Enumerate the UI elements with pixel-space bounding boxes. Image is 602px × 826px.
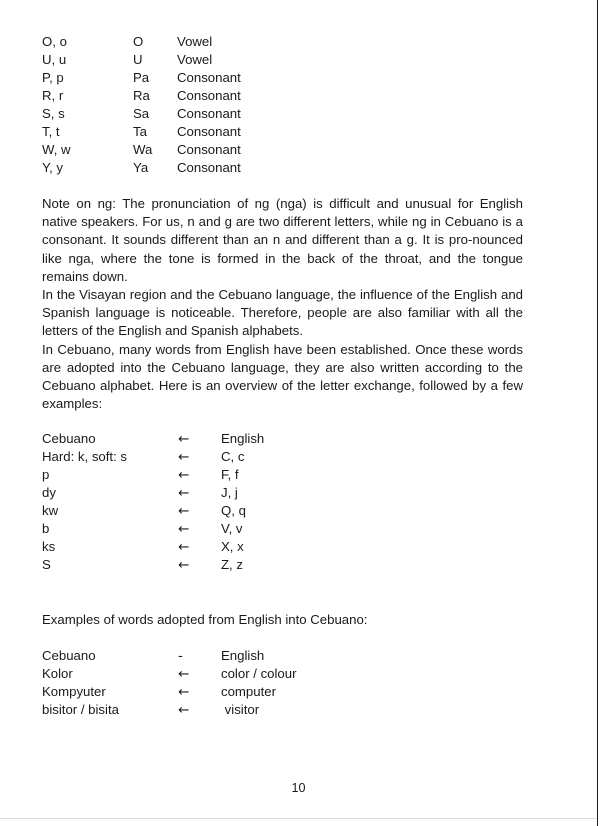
example-english-cell: English — [221, 648, 265, 664]
table-row — [42, 87, 241, 105]
exchange-english-cell: J, j — [221, 485, 238, 501]
letter-exchange-table-body — [42, 430, 264, 574]
left-arrow-icon: ← — [178, 684, 190, 701]
exchange-cebuano-cell: Hard: k, soft: s — [42, 449, 128, 465]
alphabet-letter-cell: U, u — [42, 52, 67, 67]
example-cebuano-cell: Kolor — [42, 666, 73, 682]
examples-heading: Examples of words adopted from English into Cebuano: — [42, 612, 368, 628]
table-row — [42, 448, 264, 466]
exchange-cebuano-cell: ks — [42, 539, 56, 555]
page-content — [42, 33, 522, 719]
alphabet-letter-cell: Y, y — [42, 160, 64, 175]
note-on-ng-paragraph: Note on ng: The pronunciation of ng (nga) is difficult and unusual for English native speakers. For us, n and g are two different letters, while ng in Cebuano is a consonant. It sounds different than an n and different than a g. It is pro-nounced like nga, where the tone is formed in the back of the throat, and the tongue remains down. — [42, 196, 523, 284]
alphabet-table-body — [42, 33, 241, 177]
alphabet-table — [42, 33, 241, 177]
page-right-border — [597, 0, 598, 826]
example-english-cell: color / colour — [221, 666, 297, 682]
alphabet-syllable-cell: U — [133, 52, 143, 67]
exchange-cebuano-cell: p — [42, 467, 50, 483]
spacer — [42, 629, 522, 647]
left-arrow-icon: ← — [178, 521, 190, 538]
alphabet-letter-cell: S, s — [42, 106, 65, 121]
table-row — [42, 556, 264, 574]
table-row — [42, 665, 297, 683]
table-row — [42, 123, 241, 141]
alphabet-type-cell: Consonant — [177, 160, 241, 175]
alphabet-type-cell: Consonant — [177, 142, 241, 157]
alphabet-syllable-cell: Sa — [133, 106, 150, 121]
table-row — [42, 683, 297, 701]
spacer — [42, 574, 522, 611]
table-row — [42, 159, 241, 177]
table-row — [42, 520, 264, 538]
examples-table-body — [42, 647, 297, 719]
example-cebuano-cell: Kompyuter — [42, 684, 106, 700]
left-arrow-icon: ← — [178, 431, 190, 448]
example-english-cell: visitor — [221, 702, 260, 718]
exchange-english-cell: Z, z — [221, 557, 243, 573]
left-arrow-icon: ← — [178, 666, 190, 683]
exchange-english-cell: X, x — [221, 539, 244, 555]
alphabet-type-cell: Consonant — [177, 124, 241, 139]
table-row — [42, 647, 297, 665]
exchange-english-cell: F, f — [221, 467, 239, 483]
exchange-cebuano-cell: kw — [42, 503, 59, 519]
hyphen-icon: - — [178, 648, 183, 665]
page-bottom-border — [0, 818, 597, 819]
exchange-cebuano-cell: S — [42, 557, 51, 573]
exchange-cebuano-cell: b — [42, 521, 50, 537]
left-arrow-icon: ← — [178, 485, 190, 502]
table-row — [42, 466, 264, 484]
left-arrow-icon: ← — [178, 449, 190, 466]
alphabet-syllable-cell: Pa — [133, 70, 150, 85]
alphabet-syllable-cell: Ya — [133, 160, 149, 175]
alphabet-type-cell: Consonant — [177, 70, 241, 85]
adopted-words-paragraph: In Cebuano, many words from English have been established. Once these words are adopted into the Cebuano language, they are also written according to the Cebuano alphabet. Here is an overview of the letter exchange, followed by a few examples: — [42, 341, 523, 412]
table-row — [42, 105, 241, 123]
alphabet-syllable-cell: Wa — [133, 142, 153, 157]
alphabet-letter-cell: R, r — [42, 88, 64, 103]
exchange-english-cell: Q, q — [221, 503, 246, 519]
table-row — [42, 141, 241, 159]
table-row — [42, 69, 241, 87]
table-row — [42, 484, 264, 502]
spacer — [42, 413, 522, 430]
table-row — [42, 430, 264, 448]
alphabet-type-cell: Vowel — [177, 52, 213, 67]
left-arrow-icon: ← — [178, 467, 190, 484]
alphabet-letter-cell: T, t — [42, 124, 60, 139]
example-english-cell: computer — [221, 684, 276, 700]
letter-exchange-table — [42, 430, 264, 574]
table-row — [42, 33, 241, 51]
exchange-english-cell: C, c — [221, 449, 245, 465]
alphabet-letter-cell: P, p — [42, 70, 64, 85]
alphabet-type-cell: Consonant — [177, 106, 241, 121]
left-arrow-icon: ← — [178, 702, 190, 719]
alphabet-syllable-cell: Ra — [133, 88, 150, 103]
examples-table — [42, 647, 297, 719]
exchange-cebuano-cell: Cebuano — [42, 431, 96, 447]
alphabet-letter-cell: O, o — [42, 34, 67, 49]
visayan-influence-paragraph: In the Visayan region and the Cebuano language, the influence of the English and Spanish language is noticeable. Therefore, people are also familiar with all the letters of the English and Spanish alphabets. — [42, 287, 523, 339]
alphabet-type-cell: Vowel — [177, 34, 213, 49]
table-row — [42, 538, 264, 556]
example-cebuano-cell: Cebuano — [42, 648, 96, 664]
table-row — [42, 502, 264, 520]
alphabet-type-cell: Consonant — [177, 88, 241, 103]
exchange-cebuano-cell: dy — [42, 485, 56, 501]
table-row — [42, 51, 241, 69]
table-row — [42, 701, 297, 719]
left-arrow-icon: ← — [178, 539, 190, 556]
body-paragraphs — [42, 195, 523, 413]
alphabet-syllable-cell: Ta — [133, 124, 147, 139]
exchange-english-cell: V, v — [221, 521, 243, 537]
left-arrow-icon: ← — [178, 557, 190, 574]
exchange-english-cell: English — [221, 431, 265, 447]
example-cebuano-cell: bisitor / bisita — [42, 702, 119, 718]
page-number: 10 — [291, 781, 306, 795]
alphabet-letter-cell: W, w — [42, 142, 71, 157]
spacer — [42, 177, 522, 195]
alphabet-syllable-cell: O — [133, 34, 144, 49]
left-arrow-icon: ← — [178, 503, 190, 520]
